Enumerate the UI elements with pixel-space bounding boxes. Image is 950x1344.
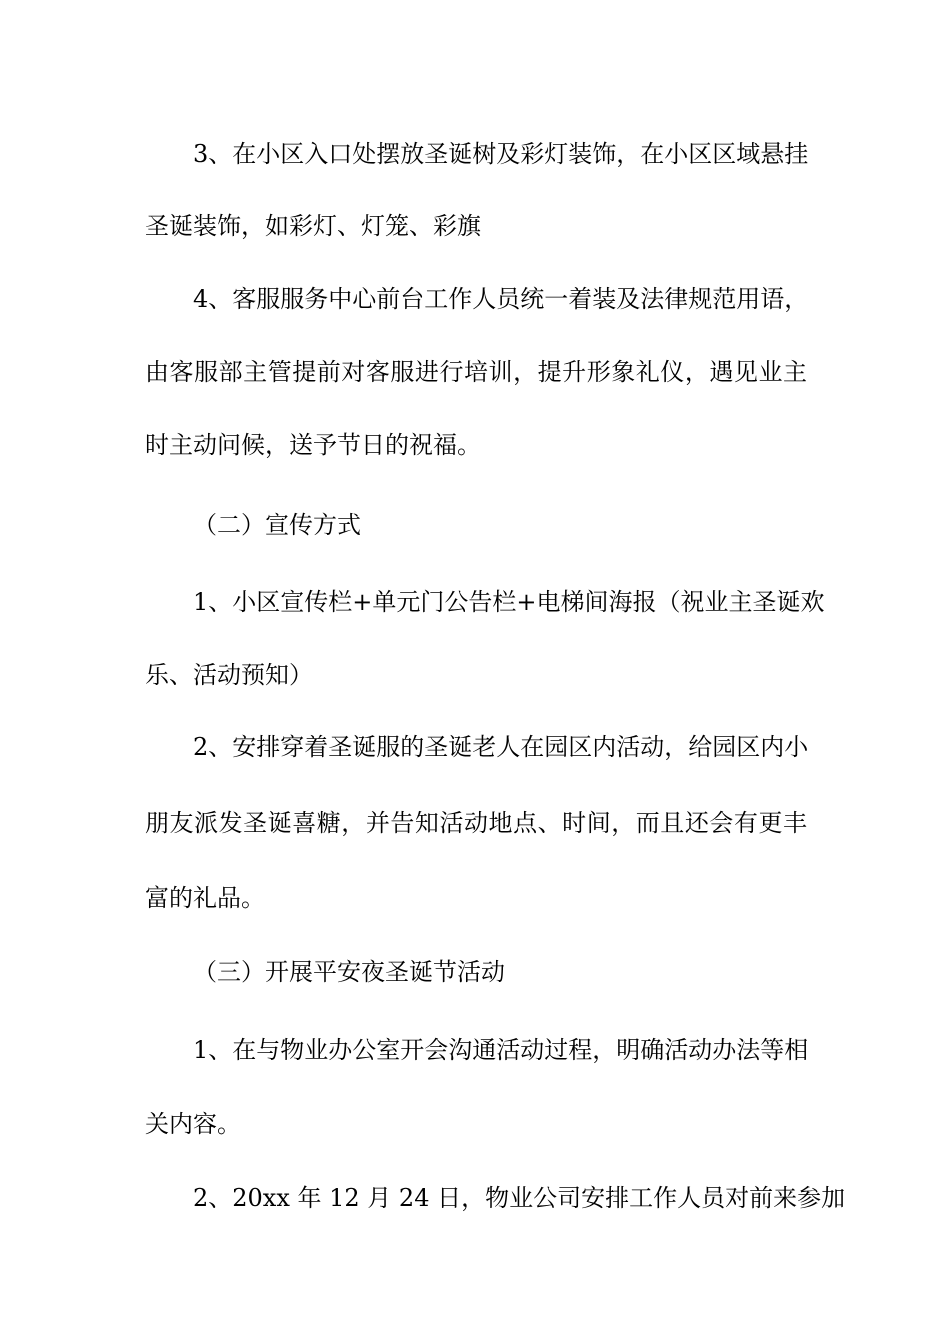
paragraph-4-line-3: 时主动问候，送予节日的祝福。 (145, 431, 481, 459)
activity-2-line-1: 2、20xx 年 12 月 24 日，物业公司安排工作人员对前来参加 (193, 1184, 846, 1212)
promo-2-line-2: 朋友派发圣诞喜糖，并告知活动地点、时间，而且还会有更丰 (145, 809, 807, 837)
activity-1-line-2: 关内容。 (145, 1110, 241, 1138)
activity-1-line-1: 1、在与物业办公室开会沟通活动过程，明确活动办法等相 (193, 1036, 809, 1064)
paragraph-3-line-2: 圣诞装饰，如彩灯、灯笼、彩旗 (145, 212, 481, 240)
promo-2-line-3: 富的礼品。 (145, 884, 265, 912)
promo-2-line-1: 2、安排穿着圣诞服的圣诞老人在园区内活动，给园区内小 (193, 733, 809, 761)
promo-1-line-2: 乐、活动预知） (145, 661, 313, 689)
section-heading-3: （三）开展平安夜圣诞节活动 (193, 958, 505, 986)
promo-1-line-1: 1、小区宣传栏+单元门公告栏+电梯间海报（祝业主圣诞欢 (193, 588, 825, 616)
paragraph-4-line-1: 4、客服服务中心前台工作人员统一着装及法律规范用语， (193, 285, 809, 313)
paragraph-3-line-1: 3、在小区入口处摆放圣诞树及彩灯装饰，在小区区域悬挂 (193, 140, 809, 168)
paragraph-4-line-2: 由客服部主管提前对客服进行培训，提升形象礼仪，遇见业主 (145, 358, 807, 386)
section-heading-2: （二）宣传方式 (193, 511, 361, 539)
